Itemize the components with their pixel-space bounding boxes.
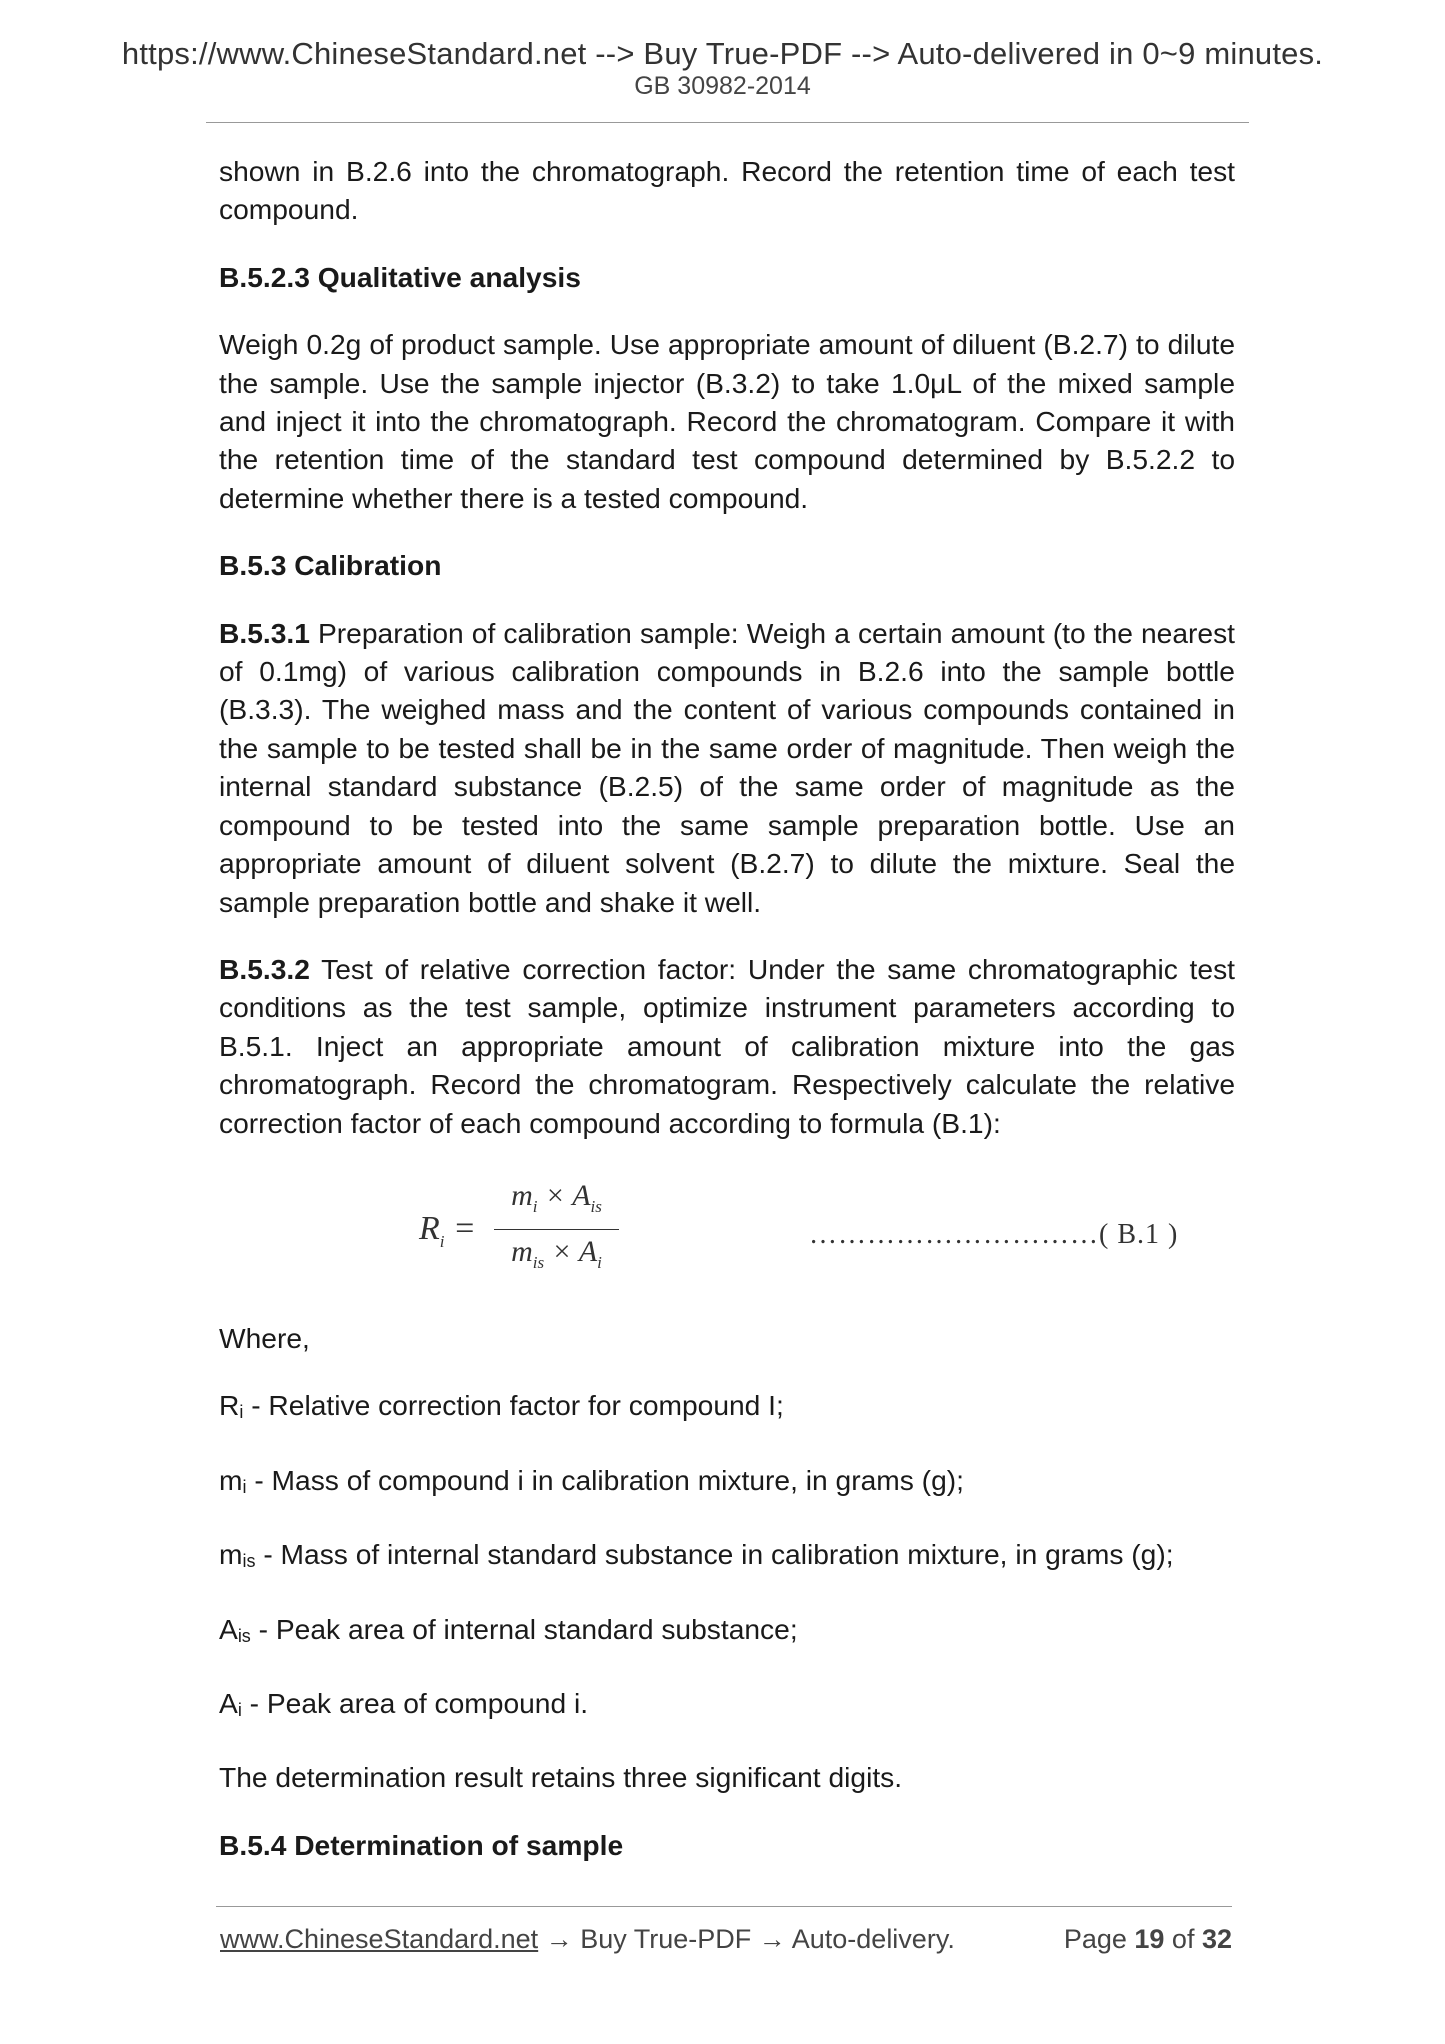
paragraph-significant-digits: The determination result retains three significant digits. bbox=[219, 1761, 903, 1794]
formula-denominator: $m_{is} \times A_i$ bbox=[511, 1234, 602, 1272]
definition-item: $R_i$ - Relative correction factor for compound I; bbox=[219, 1389, 784, 1423]
heading-b54: B.5.4 Determination of sample bbox=[219, 1828, 624, 1861]
page-content bbox=[219, 152, 1235, 1864]
clause-number: B.5.3.2 bbox=[219, 952, 310, 985]
formula-numerator: $m_i \times A_{is}$ bbox=[494, 1178, 619, 1230]
paragraph-qualitative: Weigh 0.2g of product sample. Use appropriate amount of diluent (B.2.7) to dilute the sample. Use the sample injector (B.3.2) to take 1.0μL of the mixed sample and inject it into the chromatograph. Record the chromatogram. Compare it with the retention time of the standard test compound determined by B.5.2.2 to determine whether there is a tested compound. bbox=[219, 328, 1235, 514]
definition-item: $m_i$ - Mass of compound i in calibration mixture, in grams (g); bbox=[219, 1463, 964, 1497]
footer-tagline: → Buy True-PDF → Auto-delivery. bbox=[538, 1924, 955, 1954]
clause-number: B.5.3.1 bbox=[219, 616, 310, 649]
clause-text: Test of relative correction factor: Under the same chromatographic test conditions as the test sample, optimize instrument parameters according to B.5.1. Inject an appropriate amount of calibration mixture into the gas chromatograph. Record the chromatogram. Respectively calculate the relative correction factor of each compound according to formula (B.1): bbox=[219, 952, 1235, 1139]
paragraph-b5332 bbox=[219, 950, 1235, 1142]
where-label: Where, bbox=[219, 1321, 310, 1354]
header-divider bbox=[206, 122, 1249, 123]
definition-item: $m_{is}$ - Mass of internal standard substance in calibration mixture, in grams (g); bbox=[219, 1538, 1174, 1572]
footer-divider bbox=[216, 1906, 1232, 1907]
formula-b1 bbox=[219, 1172, 1235, 1290]
paragraph-retention: shown in B.2.6 into the chromatograph. Record the retention time of each test compound. bbox=[219, 155, 1235, 226]
page-number: Page 19 of 32 bbox=[1063, 1924, 1232, 1954]
formula-lhs: $R_i$ = bbox=[419, 1209, 476, 1251]
heading-b523: B.5.2.3 Qualitative analysis bbox=[219, 260, 581, 293]
footer-site-link[interactable]: www.ChineseStandard.net bbox=[220, 1924, 539, 1954]
top-banner: https://www.ChineseStandard.net --> Buy True-PDF --> Auto-delivered in 0~9 minutes. bbox=[121, 36, 1324, 71]
formula-label: …………………………( B.1 ) bbox=[809, 1218, 1179, 1250]
standard-code: GB 30982-2014 bbox=[634, 72, 811, 100]
heading-b53: B.5.3 Calibration bbox=[219, 549, 442, 582]
definition-item: $A_{is}$ - Peak area of internal standard substance; bbox=[219, 1612, 798, 1646]
paragraph-b5331 bbox=[219, 614, 1235, 921]
clause-text: Preparation of calibration sample: Weigh a certain amount (to the nearest of 0.1mg) of various calibration compounds in B.2.6 into the sample bottle (B.3.3). The weighed mass and the content of various compounds contained in the sample to be tested shall be in the same order of magnitude. Then weigh the internal standard substance (B.2.5) of the same order of magnitude as the compound to be tested into the same sample preparation bottle. Use an appropriate amount of diluent solvent (B.2.7) to dilute the mixture. Seal the sample preparation bottle and shake it well. bbox=[219, 616, 1235, 918]
definition-item: $A_i$ - Peak area of compound i. bbox=[219, 1686, 589, 1720]
page-footer bbox=[220, 1924, 1232, 1955]
formula-fraction bbox=[494, 1178, 619, 1281]
